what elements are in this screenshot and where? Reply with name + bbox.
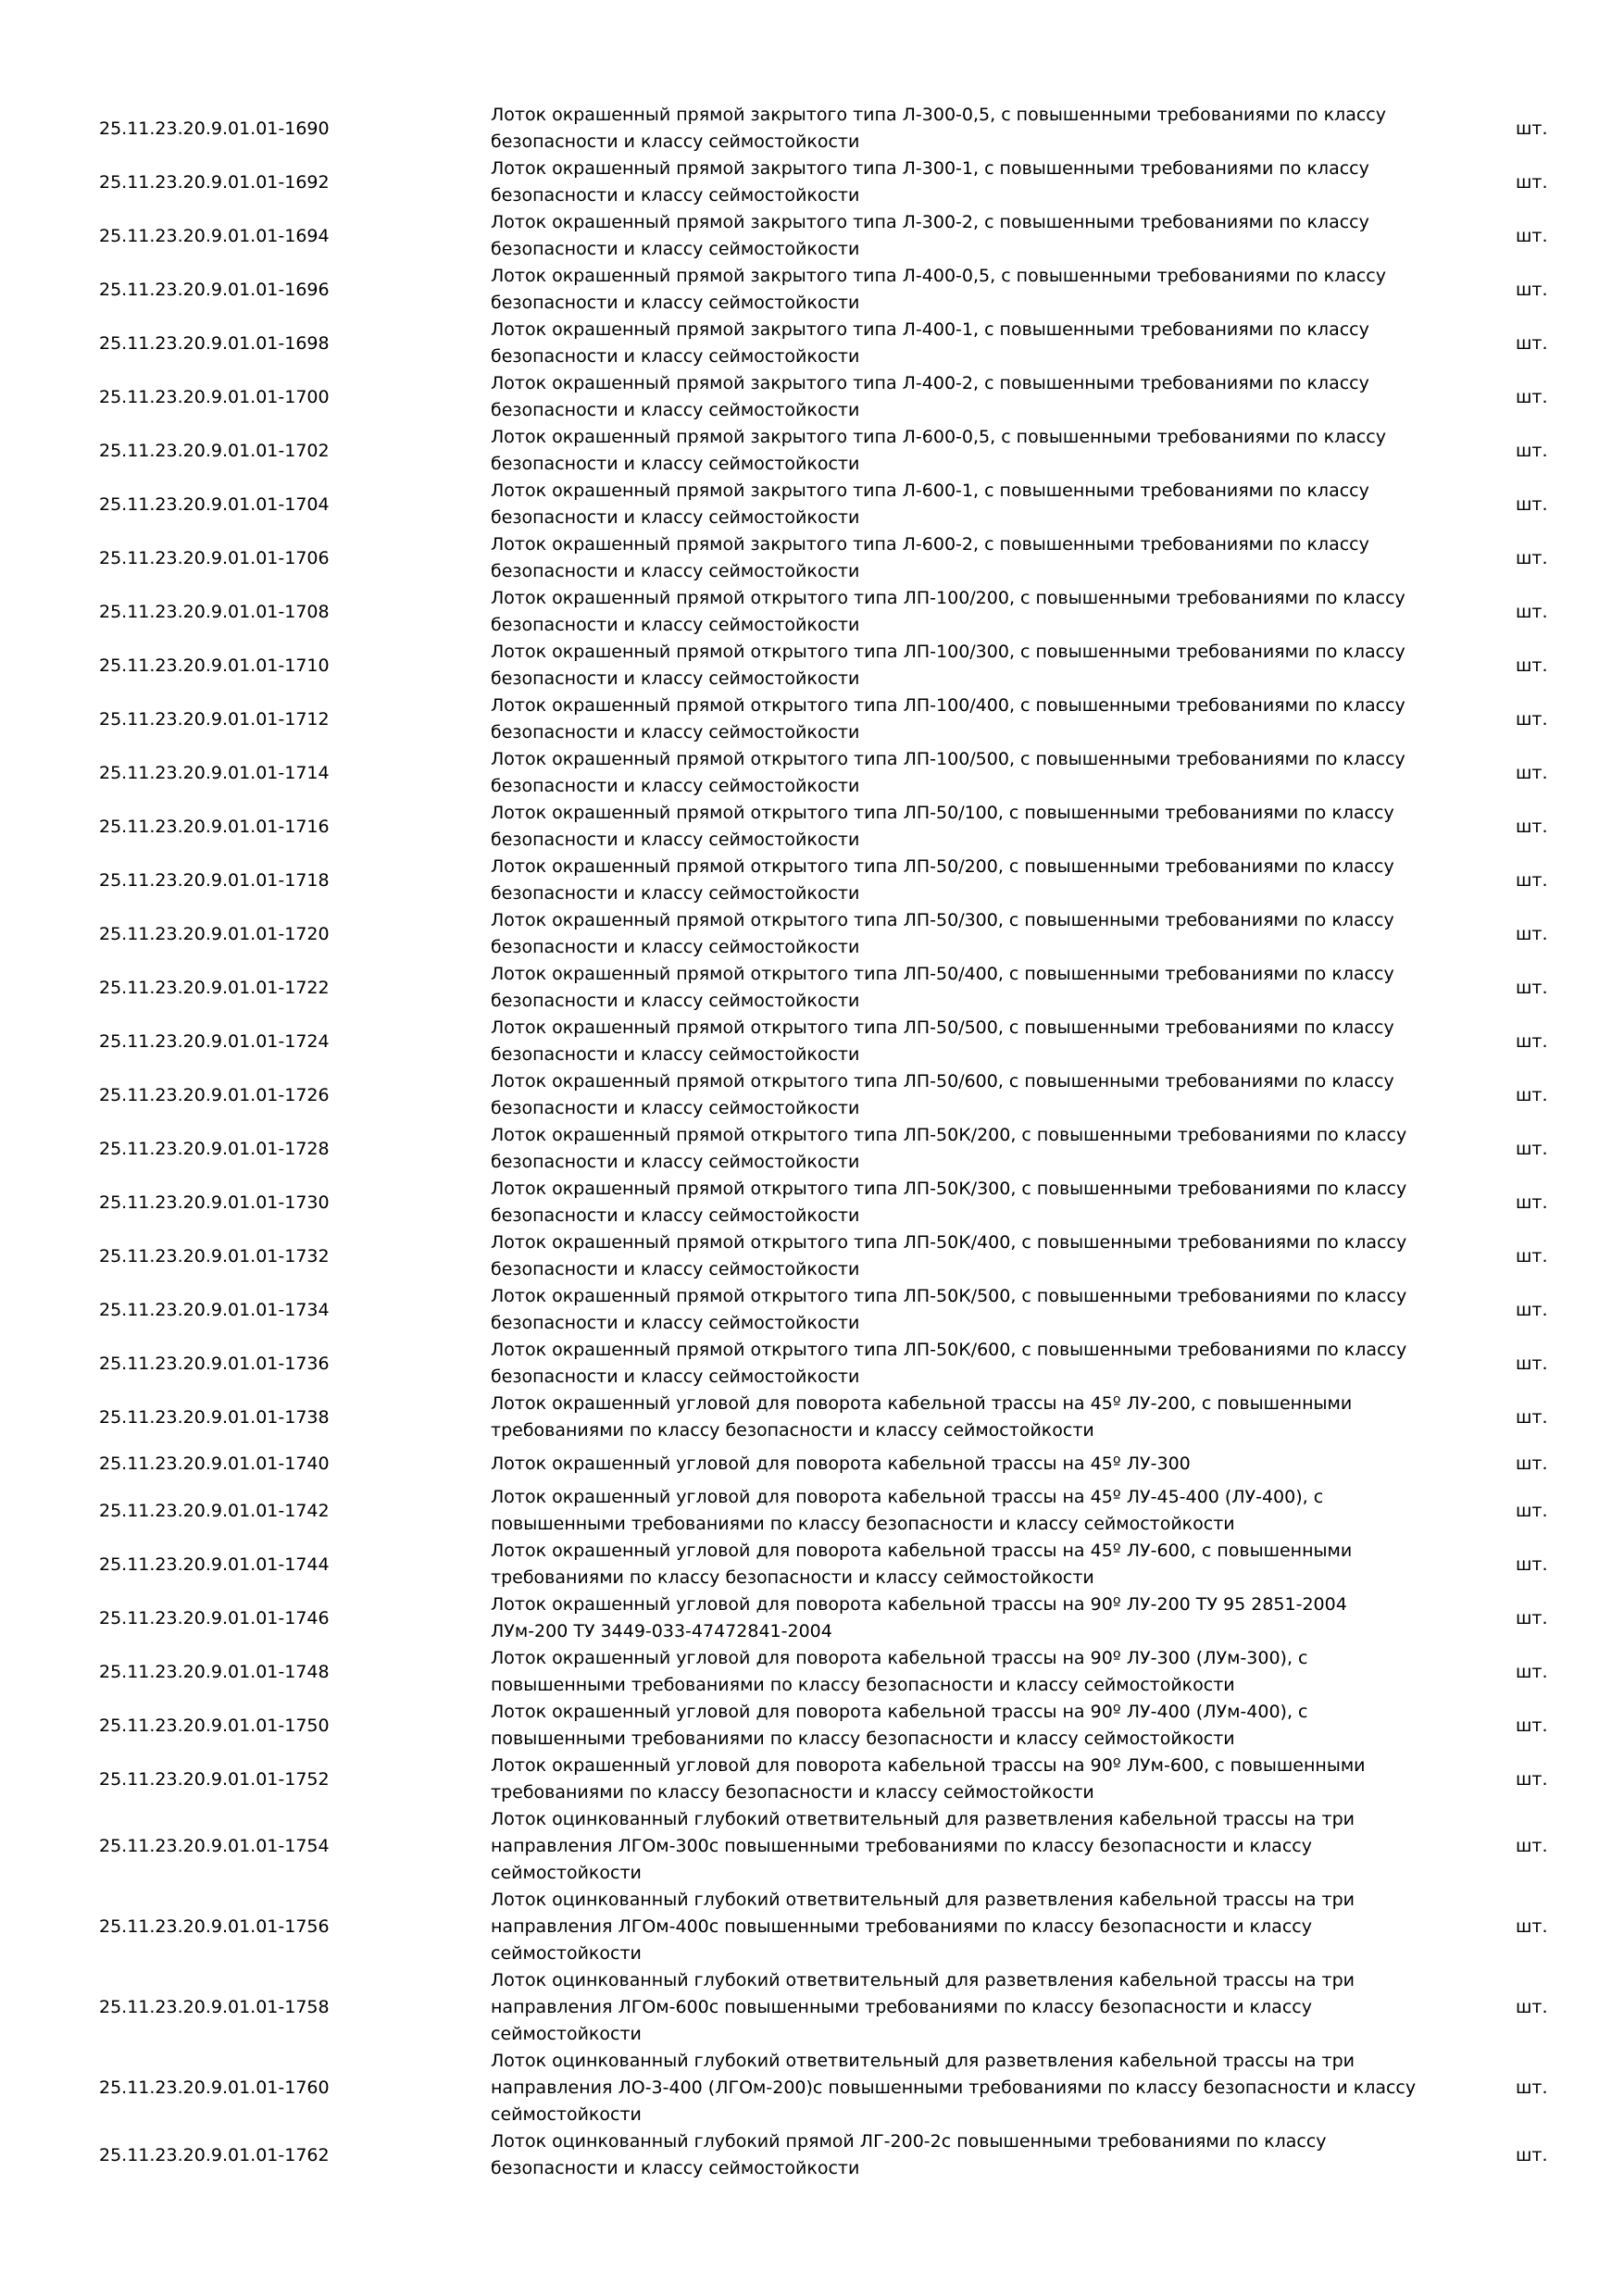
resource-name: Лоток окрашенный прямой открытого типа ЛП-100/500, с повышенными требованиями по классу безопасности и классу сеймостойкости: [491, 749, 1405, 796]
unit-of-measure: шт.: [1516, 816, 1548, 837]
resource-code: 25.11.23.20.9.01.01-1710: [99, 655, 330, 676]
table-row: [0, 693, 1624, 746]
resource-code: 25.11.23.20.9.01.01-1700: [99, 386, 330, 407]
resource-name: Лоток окрашенный прямой открытого типа ЛП-100/300, с повышенными требованиями по классу безопасности и классу сеймостойкости: [491, 642, 1405, 689]
table-row: [0, 1444, 1624, 1484]
table-row: [0, 1283, 1624, 1337]
table-row: [0, 1645, 1624, 1699]
resource-code: 25.11.23.20.9.01.01-1708: [99, 601, 330, 622]
table-row: [0, 1229, 1624, 1283]
resource-name: Лоток окрашенный прямой закрытого типа Л-300-1, с повышенными требованиями по классу безопасности и классу сеймостойкости: [491, 158, 1369, 206]
unit-of-measure: шт.: [1516, 1353, 1548, 1374]
resource-name: Лоток окрашенный прямой открытого типа ЛП-50К/500, с повышенными требованиями по классу безопасности и классу сеймостойкости: [491, 1286, 1407, 1333]
resource-code: 25.11.23.20.9.01.01-1740: [99, 1454, 330, 1474]
resource-name: Лоток окрашенный угловой для поворота кабельной трассы на 45º ЛУ-45-400 (ЛУ-400), с повышенными требованиями по классу безопасности и классу сеймостойкости: [491, 1487, 1324, 1534]
unit-of-measure: шт.: [1516, 1454, 1548, 1474]
unit-of-measure: шт.: [1516, 225, 1548, 246]
table-row: [0, 961, 1624, 1015]
table-row: [0, 854, 1624, 907]
unit-of-measure: шт.: [1516, 1715, 1548, 1736]
table-row: [0, 639, 1624, 693]
unit-of-measure: шт.: [1516, 977, 1548, 998]
table-row: [0, 585, 1624, 639]
table-row: [0, 531, 1624, 585]
unit-of-measure: шт.: [1516, 2078, 1548, 2098]
resource-name: Лоток окрашенный угловой для поворота кабельной трассы на 90º ЛУ-300 (ЛУм-300), с повышенными требованиями по классу безопасности и классу сеймостойкости: [491, 1648, 1308, 1695]
unit-of-measure: шт.: [1516, 1406, 1548, 1428]
resource-name: Лоток окрашенный прямой открытого типа ЛП-100/400, с повышенными требованиями по классу безопасности и классу сеймостойкости: [491, 695, 1405, 742]
resource-table: [0, 102, 1624, 2182]
resource-name: Лоток окрашенный прямой закрытого типа Л-300-2, с повышенными требованиями по классу безопасности и классу сеймостойкости: [491, 212, 1369, 259]
resource-code: 25.11.23.20.9.01.01-1730: [99, 1192, 330, 1213]
unit-of-measure: шт.: [1516, 440, 1548, 461]
resource-name: Лоток окрашенный угловой для поворота кабельной трассы на 90º ЛУ-200 ТУ 95 2851-2004 ЛУм-200 ТУ 3449-033-47472841-2004: [491, 1594, 1347, 1641]
table-row: [0, 1122, 1624, 1176]
resource-code: 25.11.23.20.9.01.01-1726: [99, 1084, 330, 1105]
table-row: [0, 102, 1624, 156]
table-row: [0, 1337, 1624, 1391]
table-row: [0, 2128, 1624, 2182]
resource-code: 25.11.23.20.9.01.01-1706: [99, 547, 330, 568]
resource-name: Лоток окрашенный прямой открытого типа ЛП-50/500, с повышенными требованиями по классу безопасности и классу сеймостойкости: [491, 1017, 1394, 1065]
table-row: [0, 1391, 1624, 1444]
unit-of-measure: шт.: [1516, 1500, 1548, 1521]
resource-name: Лоток оцинкованный глубокий ответвительный для разветвления кабельной трассы на три направления ЛГОм-300с повышенными требованиями по классу безопасности и классу сеймостойкости: [491, 1809, 1355, 1883]
table-row: [0, 1699, 1624, 1753]
resource-name: Лоток окрашенный прямой закрытого типа Л-400-2, с повышенными требованиями по классу безопасности и классу сеймостойкости: [491, 373, 1369, 420]
table-row: [0, 1015, 1624, 1068]
table-row: [0, 478, 1624, 531]
resource-name: Лоток окрашенный прямой открытого типа ЛП-50/600, с повышенными требованиями по классу безопасности и классу сеймостойкости: [491, 1071, 1394, 1118]
unit-of-measure: шт.: [1516, 1084, 1548, 1105]
resource-code: 25.11.23.20.9.01.01-1742: [99, 1500, 330, 1521]
resource-code: 25.11.23.20.9.01.01-1734: [99, 1299, 330, 1320]
resource-name: Лоток окрашенный прямой открытого типа ЛП-50/400, с повышенными требованиями по классу безопасности и классу сеймостойкости: [491, 964, 1394, 1011]
resource-name: Лоток оцинкованный глубокий ответвительный для разветвления кабельной трассы на три направления ЛГОм-600с повышенными требованиями по классу безопасности и классу сеймостойкости: [491, 1970, 1355, 2044]
unit-of-measure: шт.: [1516, 1554, 1548, 1575]
resource-name: Лоток окрашенный прямой закрытого типа Л-600-2, с повышенными требованиями по классу безопасности и классу сеймостойкости: [491, 534, 1369, 581]
unit-of-measure: шт.: [1516, 762, 1548, 783]
resource-code: 25.11.23.20.9.01.01-1760: [99, 2078, 330, 2098]
table-row: [0, 2048, 1624, 2128]
unit-of-measure: шт.: [1516, 1916, 1548, 1937]
resource-name: Лоток окрашенный прямой открытого типа ЛП-50/300, с повышенными требованиями по классу безопасности и классу сеймостойкости: [491, 910, 1394, 957]
unit-of-measure: шт.: [1516, 1997, 1548, 2017]
resource-code: 25.11.23.20.9.01.01-1716: [99, 816, 330, 837]
table-row: [0, 1176, 1624, 1229]
resource-name: Лоток оцинкованный глубокий прямой ЛГ-200-2с повышенными требованиями по классу безопасности и классу сеймостойкости: [491, 2131, 1327, 2178]
unit-of-measure: шт.: [1516, 2144, 1548, 2165]
resource-name: Лоток окрашенный угловой для поворота кабельной трассы на 90º ЛУ-400 (ЛУм-400), с повышенными требованиями по классу безопасности и классу сеймостойкости: [491, 1702, 1308, 1749]
unit-of-measure: шт.: [1516, 1768, 1548, 1790]
unit-of-measure: шт.: [1516, 118, 1548, 139]
resource-code: 25.11.23.20.9.01.01-1736: [99, 1353, 330, 1374]
resource-code: 25.11.23.20.9.01.01-1696: [99, 279, 330, 300]
resource-name: Лоток оцинкованный глубокий ответвительный для разветвления кабельной трассы на три направления ЛО-3-400 (ЛГОм-200)с повышенными требованиями по классу безопасности и классу сеймостойкости: [491, 2051, 1417, 2125]
resource-code: 25.11.23.20.9.01.01-1762: [99, 2144, 330, 2165]
resource-code: 25.11.23.20.9.01.01-1754: [99, 1836, 330, 1856]
table-row: [0, 317, 1624, 370]
resource-name: Лоток окрашенный прямой закрытого типа Л-600-1, с повышенными требованиями по классу безопасности и классу сеймостойкости: [491, 480, 1369, 528]
resource-name: Лоток окрашенный угловой для поворота кабельной трассы на 45º ЛУ-200, с повышенными требованиями по классу безопасности и классу сеймостойкости: [491, 1393, 1353, 1441]
unit-of-measure: шт.: [1516, 171, 1548, 193]
table-row: [0, 424, 1624, 478]
resource-code: 25.11.23.20.9.01.01-1692: [99, 171, 330, 193]
unit-of-measure: шт.: [1516, 1192, 1548, 1213]
unit-of-measure: шт.: [1516, 1030, 1548, 1052]
resource-code: 25.11.23.20.9.01.01-1750: [99, 1715, 330, 1736]
unit-of-measure: шт.: [1516, 1138, 1548, 1159]
resource-name: Лоток окрашенный прямой закрытого типа Л-600-0,5, с повышенными требованиями по классу безопасности и классу сеймостойкости: [491, 427, 1386, 474]
resource-name: Лоток окрашенный угловой для поворота кабельной трассы на 45º ЛУ-600, с повышенными требованиями по классу безопасности и классу сеймостойкости: [491, 1541, 1353, 1588]
unit-of-measure: шт.: [1516, 1661, 1548, 1682]
resource-code: 25.11.23.20.9.01.01-1712: [99, 708, 330, 730]
unit-of-measure: шт.: [1516, 332, 1548, 354]
resource-code: 25.11.23.20.9.01.01-1748: [99, 1661, 330, 1682]
resource-name: Лоток окрашенный прямой открытого типа ЛП-50К/300, с повышенными требованиями по классу безопасности и классу сеймостойкости: [491, 1179, 1407, 1226]
table-row: [0, 1591, 1624, 1645]
unit-of-measure: шт.: [1516, 655, 1548, 676]
resource-code: 25.11.23.20.9.01.01-1738: [99, 1406, 330, 1428]
resource-code: 25.11.23.20.9.01.01-1744: [99, 1554, 330, 1575]
table-row: [0, 156, 1624, 209]
resource-code: 25.11.23.20.9.01.01-1694: [99, 225, 330, 246]
table-row: [0, 263, 1624, 317]
resource-name: Лоток окрашенный прямой открытого типа ЛП-50К/600, с повышенными требованиями по классу безопасности и классу сеймостойкости: [491, 1340, 1407, 1387]
resource-name: Лоток окрашенный прямой открытого типа ЛП-50/200, с повышенными требованиями по классу безопасности и классу сеймостойкости: [491, 856, 1394, 904]
unit-of-measure: шт.: [1516, 869, 1548, 891]
resource-code: 25.11.23.20.9.01.01-1718: [99, 869, 330, 891]
table-row: [0, 1967, 1624, 2048]
table-row: [0, 370, 1624, 424]
resource-code: 25.11.23.20.9.01.01-1758: [99, 1997, 330, 2017]
resource-name: Лоток окрашенный прямой открытого типа ЛП-50К/400, с повышенными требованиями по классу безопасности и классу сеймостойкости: [491, 1232, 1407, 1279]
resource-code: 25.11.23.20.9.01.01-1722: [99, 977, 330, 998]
unit-of-measure: шт.: [1516, 493, 1548, 515]
resource-code: 25.11.23.20.9.01.01-1720: [99, 923, 330, 944]
resource-code: 25.11.23.20.9.01.01-1724: [99, 1030, 330, 1052]
table-row: [0, 746, 1624, 800]
unit-of-measure: шт.: [1516, 1607, 1548, 1628]
resource-name: Лоток оцинкованный глубокий ответвительный для разветвления кабельной трассы на три направления ЛГОм-400с повышенными требованиями по классу безопасности и классу сеймостойкости: [491, 1890, 1355, 1964]
resource-name: Лоток окрашенный прямой закрытого типа Л-400-1, с повышенными требованиями по классу безопасности и классу сеймостойкости: [491, 319, 1369, 367]
unit-of-measure: шт.: [1516, 547, 1548, 568]
resource-code: 25.11.23.20.9.01.01-1732: [99, 1245, 330, 1267]
unit-of-measure: шт.: [1516, 601, 1548, 622]
table-row: [0, 1538, 1624, 1591]
resource-name: Лоток окрашенный прямой открытого типа ЛП-100/200, с повышенными требованиями по классу безопасности и классу сеймостойкости: [491, 588, 1405, 635]
unit-of-measure: шт.: [1516, 1836, 1548, 1856]
resource-name: Лоток окрашенный прямой закрытого типа Л-400-0,5, с повышенными требованиями по классу безопасности и классу сеймостойкости: [491, 266, 1386, 313]
unit-of-measure: шт.: [1516, 1245, 1548, 1267]
resource-name: Лоток окрашенный прямой закрытого типа Л-300-0,5, с повышенными требованиями по классу безопасности и классу сеймостойкости: [491, 105, 1386, 152]
unit-of-measure: шт.: [1516, 279, 1548, 300]
resource-code: 25.11.23.20.9.01.01-1714: [99, 762, 330, 783]
resource-code: 25.11.23.20.9.01.01-1728: [99, 1138, 330, 1159]
unit-of-measure: шт.: [1516, 923, 1548, 944]
resource-code: 25.11.23.20.9.01.01-1702: [99, 440, 330, 461]
resource-name: Лоток окрашенный прямой открытого типа ЛП-50К/200, с повышенными требованиями по классу безопасности и классу сеймостойкости: [491, 1125, 1407, 1172]
table-row: [0, 1068, 1624, 1122]
resource-code: 25.11.23.20.9.01.01-1746: [99, 1607, 330, 1628]
table-row: [0, 1887, 1624, 1967]
resource-code: 25.11.23.20.9.01.01-1698: [99, 332, 330, 354]
resource-code: 25.11.23.20.9.01.01-1690: [99, 118, 330, 139]
table-row: [0, 209, 1624, 263]
table-row: [0, 800, 1624, 854]
table-row: [0, 1484, 1624, 1538]
unit-of-measure: шт.: [1516, 708, 1548, 730]
table-row: [0, 1806, 1624, 1887]
resource-code: 25.11.23.20.9.01.01-1752: [99, 1768, 330, 1790]
resource-name: Лоток окрашенный прямой открытого типа ЛП-50/100, с повышенными требованиями по классу безопасности и классу сеймостойкости: [491, 803, 1394, 850]
table-row: [0, 1753, 1624, 1806]
resource-name: Лоток окрашенный угловой для поворота кабельной трассы на 90º ЛУм-600, с повышенными требованиями по классу безопасности и классу сеймостойкости: [491, 1755, 1366, 1803]
resource-name: Лоток окрашенный угловой для поворота кабельной трассы на 45º ЛУ-300: [491, 1454, 1191, 1474]
unit-of-measure: шт.: [1516, 1299, 1548, 1320]
resource-code: 25.11.23.20.9.01.01-1756: [99, 1916, 330, 1937]
unit-of-measure: шт.: [1516, 386, 1548, 407]
resource-code: 25.11.23.20.9.01.01-1704: [99, 493, 330, 515]
table-row: [0, 907, 1624, 961]
